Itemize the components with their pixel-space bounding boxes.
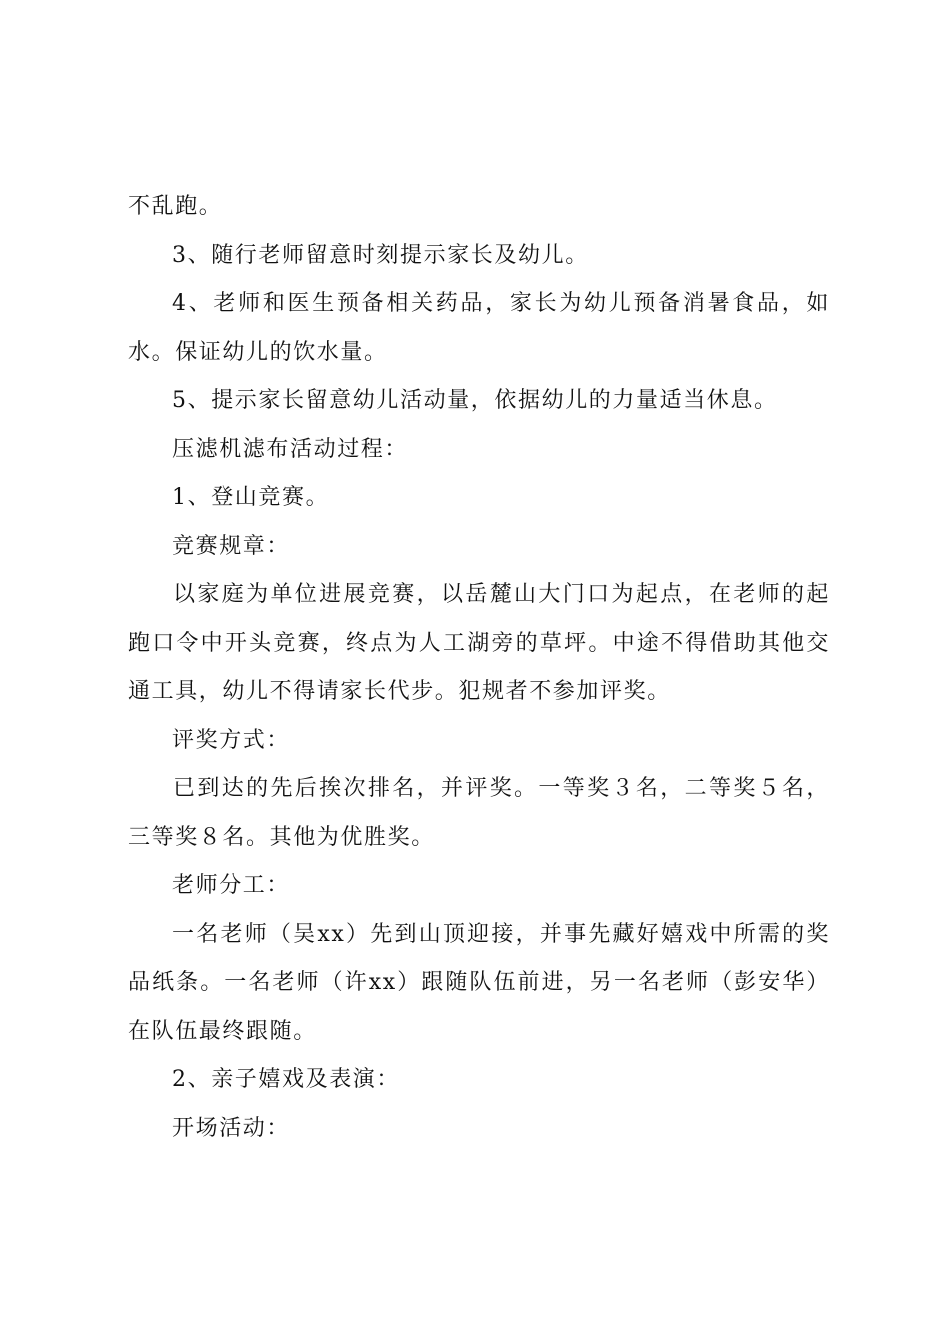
paragraph-climbing-contest: 1、登山竞赛。 <box>172 485 330 510</box>
section-heading-rules: 竞赛规章： <box>172 533 291 559</box>
section-heading-activity-process: 压滤机滤布活动过程： <box>172 436 409 462</box>
paragraph-continuation: 不乱跑。 <box>128 194 223 219</box>
section-heading-teacher-roles: 老师分工： <box>172 873 291 898</box>
paragraph-teacher-roles-body: 一名老师（吴xx）先到山顶迎接，并事先藏好嬉戏中所需的奖品纸条。一名老师（许xx）跟随队伍前进，另一名老师（彭安华）在队伍最终跟随。 <box>128 921 830 1044</box>
paragraph-rules-body: 以家庭为单位进展竞赛，以岳麓山大门口为起点，在老师的起跑口令中开头竞赛，终点为人工湖旁的草坪。中途不得借助其他交通工具，幼儿不得请家长代步。犯规者不参加评奖。 <box>128 582 830 704</box>
paragraph-item-5: 5、提示家长留意幼儿活动量，依据幼儿的力量适当休息。 <box>172 388 778 413</box>
paragraph-item-3: 3、随行老师留意时刻提示家长及幼儿。 <box>172 242 589 268</box>
section-heading-opening-activity: 开场活动： <box>172 1115 291 1141</box>
paragraph-item-4: 4、老师和医生预备相关药品，家长为幼儿预备消暑食品，如水。保证幼儿的饮水量。 <box>128 291 830 365</box>
paragraph-parent-child-games: 2、亲子嬉戏及表演： <box>172 1067 400 1092</box>
paragraph-awards-body: 已到达的先后挨次排名，并评奖。一等奖３名，二等奖５名，三等奖８名。其他为优胜奖。 <box>128 776 830 850</box>
document-body <box>128 183 830 1153</box>
section-heading-awards: 评奖方式： <box>172 727 291 753</box>
